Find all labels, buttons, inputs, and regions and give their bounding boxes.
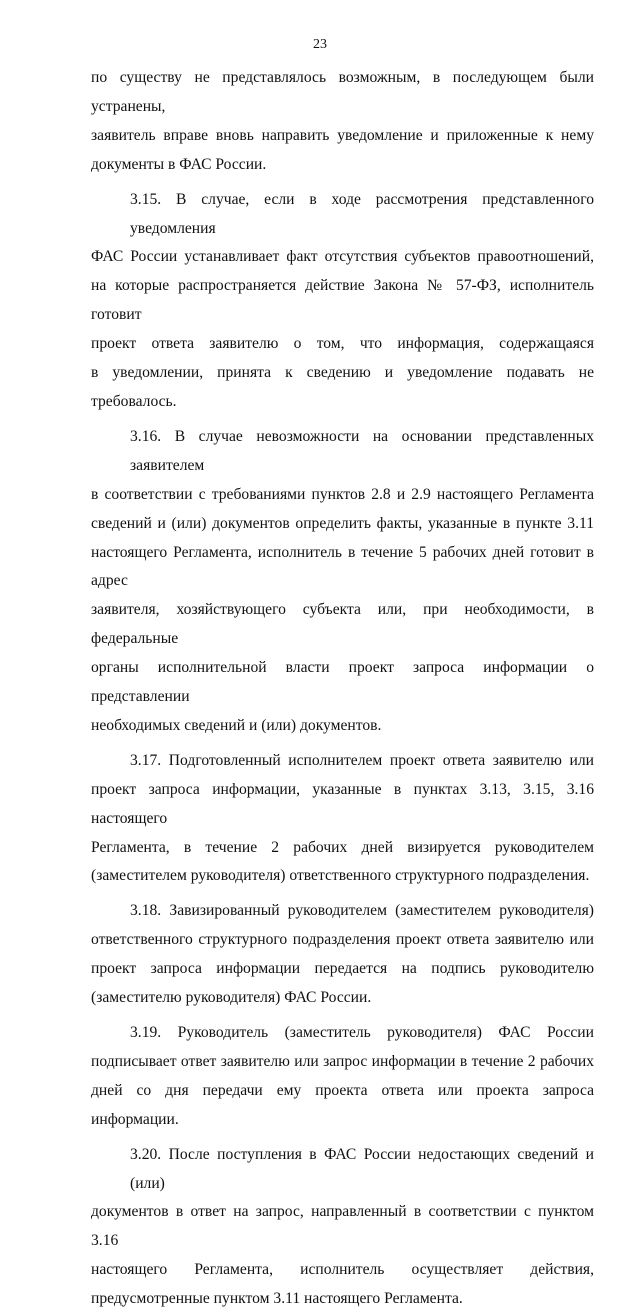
text-line: ФАС России устанавливает факт отсутствия субъектов правоотношений, [91,248,594,266]
text-line: проект запроса информации, указанные в пунктах 3.13, 3.15, 3.16 настоящего [91,780,594,827]
paragraph-3-18 [91,897,594,1013]
text-line: в соответствии с требованиями пунктов 2.8 и 2.9 настоящего Регламента [91,485,594,503]
paragraph-continuation [91,64,594,180]
text-line: 3.16. В случае невозможности на основании представленных заявителем [130,427,594,474]
text-line: проект ответа заявителю о том, что информация, содержащаяся [91,335,594,353]
text-line: заявителя, хозяйствующего субъекта или, при необходимости, в федеральные [91,601,594,648]
page-number: 23 [313,37,327,52]
text-line: документов в ответ на запрос, направленный в соответствии с пунктом 3.16 [91,1203,594,1250]
text-line: на которые распространяется действие Закона № 57-ФЗ, исполнитель готовит [91,277,594,324]
text-line: органы исполнительной власти проект запроса информации о представлении [91,659,594,706]
document-body [91,64,594,1314]
text-line: заявитель вправе вновь направить уведомление и приложенные к нему [91,126,594,144]
text-line: проект запроса информации передается на подпись руководителю [91,960,594,978]
text-line: сведений и (или) документов определить факты, указанные в пункте 3.11 [91,514,594,532]
paragraph-3-15 [91,186,594,417]
text-line: Регламента, в течение 2 рабочих дней визируется руководителем [91,838,594,856]
paragraph-3-20 [91,1141,594,1314]
text-line: (заместителем руководителя) ответственного структурного подразделения. [91,867,590,885]
text-line: предусмотренные пунктом 3.11 настоящего Регламента. [91,1290,463,1308]
text-line: (заместителю руководителя) ФАС России. [91,989,372,1007]
text-line: 3.17. Подготовленный исполнителем проект ответа заявителю или [130,751,594,769]
text-line: по существу не представлялось возможным, в последующем были устранены, [91,69,594,115]
text-line: подписывает ответ заявителю или запрос информации в течение 2 рабочих [91,1052,594,1070]
text-line: 3.18. Завизированный руководителем (заместителем руководителя) [130,902,594,920]
paragraph-3-16 [91,423,594,741]
text-line: настоящего Регламента, исполнитель в течение 5 рабочих дней готовит в адрес [91,543,594,590]
text-line: 3.19. Руководитель (заместитель руководителя) ФАС России [130,1024,594,1041]
text-line: необходимых сведений и (или) документов. [91,716,382,734]
text-line: в уведомлении, принята к сведению и уведомление подавать не требовалось. [91,364,594,410]
text-line: 3.15. В случае, если в ходе рассмотрения представленного уведомления [130,190,594,237]
text-line: 3.20. После поступления в ФАС России недостающих сведений и (или) [130,1145,594,1192]
text-line: дней со дня передачи ему проекта ответа или проекта запроса информации. [91,1081,594,1128]
paragraph-3-17 [91,747,594,892]
text-line: документы в ФАС России. [91,155,267,173]
text-line: ответственного структурного подразделения проект ответа заявителю или [91,931,594,949]
paragraph-3-19 [91,1019,594,1135]
text-line: настоящего Регламента, исполнитель осуществляет действия, [91,1261,594,1279]
